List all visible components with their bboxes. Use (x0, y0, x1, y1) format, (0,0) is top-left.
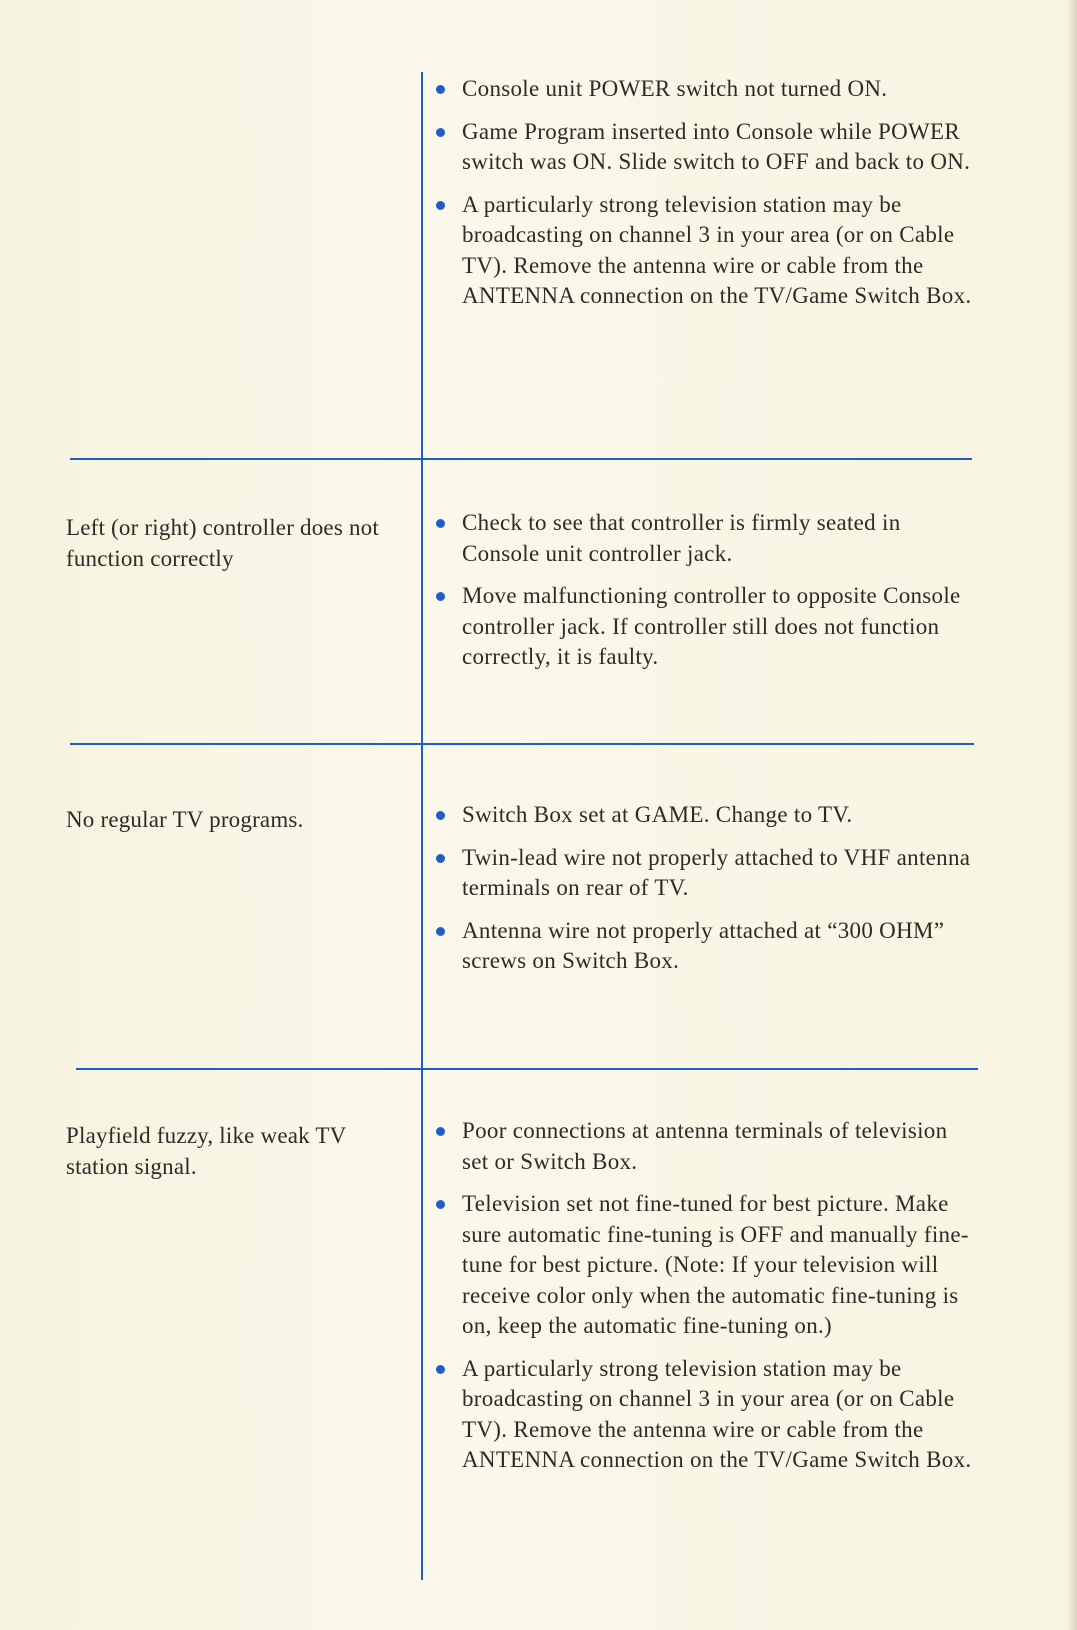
bullet-icon (436, 592, 445, 601)
solution-item (432, 581, 972, 673)
problem-label-fuzzy: Playfield fuzzy, like weak TV station signal. (66, 1123, 347, 1179)
solution-item (432, 190, 972, 312)
row-divider-3 (76, 1068, 978, 1070)
solution-text: Poor connections at antenna terminals of television set or Switch Box. (462, 1118, 948, 1174)
problem-label-no-tv: No regular TV programs. (66, 807, 304, 832)
bullet-icon (436, 1200, 445, 1209)
bullet-icon (436, 927, 445, 936)
solution-text: A particularly strong television station may be broadcasting on channel 3 in your area (or on Cable TV). Remove the antenna wire or cable from the ANTENNA connection on the TV/Game Switch Box. (462, 191, 972, 308)
bullet-icon (436, 1365, 445, 1374)
solutions-list-row-4 (432, 1116, 972, 1488)
solution-text: Antenna wire not properly attached at “300 OHM” screws on Switch Box. (462, 917, 945, 973)
solution-text: Check to see that controller is firmly seated in Console unit controller jack. (462, 510, 901, 566)
solution-item (432, 1189, 972, 1342)
solution-item (432, 508, 972, 569)
solution-item (432, 843, 972, 904)
solution-text: Switch Box set at GAME. Change to TV. (462, 802, 853, 827)
bullet-icon (436, 201, 445, 210)
bullet-icon (436, 1127, 445, 1136)
solution-text: Twin-lead wire not properly attached to VHF antenna terminals on rear of TV. (462, 844, 971, 900)
solution-text: Game Program inserted into Console while POWER switch was ON. Slide switch to OFF and back to ON. (462, 118, 971, 174)
bullet-icon (436, 811, 445, 820)
bullet-icon (436, 519, 445, 528)
bullet-icon (436, 128, 445, 137)
solution-item (432, 74, 972, 105)
row-divider-1 (70, 458, 972, 460)
solution-item (432, 1354, 972, 1476)
solution-item (432, 916, 972, 977)
problem-label-controller: Left (or right) controller does not function correctly (66, 515, 379, 571)
solutions-list-row-1 (432, 74, 972, 324)
bullet-icon (436, 854, 445, 863)
page-edge-shadow (1067, 0, 1077, 1630)
solution-text: Console unit POWER switch not turned ON. (462, 76, 888, 101)
solution-text: Move malfunctioning controller to opposite Console controller jack. If controller still does not function correctly, it is faulty. (462, 583, 961, 669)
solutions-list-row-3 (432, 800, 972, 989)
solution-item (432, 800, 972, 831)
solution-text: A particularly strong television station may be broadcasting on channel 3 in your area (or on Cable TV). Remove the antenna wire or cable from the ANTENNA connection on the TV/Game Switch Box. (462, 1355, 972, 1472)
column-divider (421, 72, 423, 1580)
solutions-list-row-2 (432, 508, 972, 685)
row-divider-2 (70, 743, 974, 745)
bullet-icon (436, 85, 445, 94)
solution-text: Television set not fine-tuned for best picture. Make sure automatic fine-tuning is OFF and manually fine-tune for best picture. (Note: If your television will receive color only when the automatic fine-tuning is on, keep the automatic fine-tuning on.) (462, 1191, 969, 1338)
solution-item (432, 1116, 972, 1177)
solution-item (432, 117, 972, 178)
